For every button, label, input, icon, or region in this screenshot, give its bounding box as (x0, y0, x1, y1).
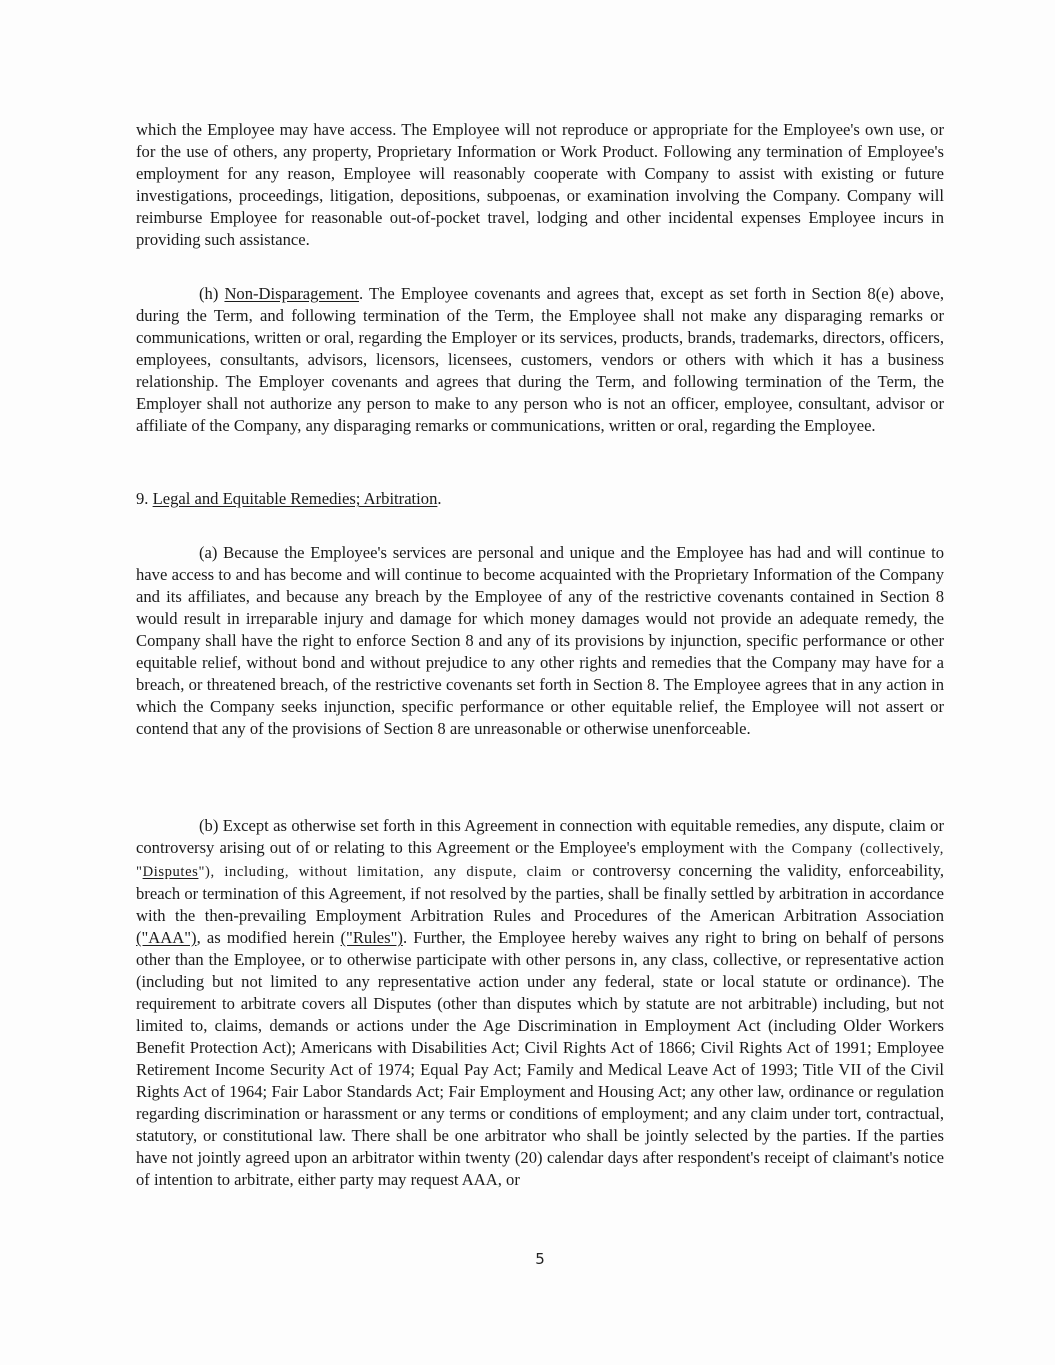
page-number: 5 (535, 1250, 545, 1268)
non-disparagement-heading: Non-Disparagement (224, 284, 360, 303)
paragraph-b-part6: . Further, the Employee hereby waives any right to bring on behalf of persons other than the Employee, or to otherwise participate with other persons in, any class, collective, or representative action (including but not limited to any representative action under any federal, state or local statute or ordinance). The requirement to arbitrate covers all Disputes (other than disputes which by statute are not arbitrable) including, but not limited to, claims, demands or actions under the Age Discrimination in Employment Act (including Older Workers Benefit Protection Act); Americans with Disabilities Act; Civil Rights Act of 1866; Civil Rights Act of 1991; Employee Retirement Income Security Act of 1974; Equal Pay Act; Family and Medical Leave Act of 1993; Title VII of the Civil Rights Act of 1964; Fair Labor Standards Act; Fair Employment and Housing Act; any other law, ordinance or regulation regarding discrimination or harassment or any terms or conditions of employment; and any claim under tort, contractual, statutory, or constitutional law. There shall be one arbitrator who shall be jointly selected by the parties. If the parties have not jointly agreed upon an arbitrator within twenty (20) calendar days after respondent's receipt of claimant's notice of intention to arbitrate, either party may request AAA, or (136, 928, 944, 1189)
section-9-end: . (437, 489, 442, 508)
paragraph-h-non-disparagement (136, 283, 944, 437)
aaa-term: ("AAA") (136, 928, 197, 947)
paragraph-b-part5: , as modified herein (196, 928, 341, 947)
paragraph-h-text: . The Employee covenants and agrees that, except as set forth in Section 8(e) above, during the Term, and following termination of the Term, the Employee shall not make any disparaging remarks or communications, written or oral, regarding the Employer or its services, products, brands, trademarks, directors, officers, employees, consultants, advisors, licensors, licensees, customers, vendors or others with which it has a business relationship. The Employer covenants and agrees that during the Term, and following termination of the Term, the Employer shall not authorize any person to make to any person who is not an officer, employee, consultant, advisor or affiliate of the Company, any disparaging remarks or communications, written or oral, regarding the Employee. (136, 284, 944, 435)
rules-term: ("Rules") (340, 928, 403, 947)
paragraph-b-part4: controversy concerning the validity, enforceability, breach or termination of this Agreement, if not resolved by the parties, shall be finally settled by arbitration in accordance with the then-prevailing Employment Arbitration Rules and Procedures of the American Arbitration Association (136, 861, 944, 925)
paragraph-b-part2: with the Company (collectively, " (136, 841, 944, 880)
paragraph-h-prefix: (h) (199, 284, 225, 303)
disputes-term: Disputes (142, 864, 199, 880)
paragraph-b (136, 815, 944, 1191)
paragraph-b-part3: "), including, without limitation, any dispute, claim or (198, 864, 585, 880)
paragraph-intro: which the Employee may have access. The Employee will not reproduce or appropriate for the Employee's own use, or for the use of others, any property, Proprietary Information or Work Product. Following any termination of Employee's employment for any reason, Employee will reasonably cooperate with Company to assist with existing or future investigations, proceedings, litigation, depositions, subpoenas, or examination involving the Company. Company will reimburse Employee for reasonable out-of-pocket travel, lodging and other incidental expenses Employee incurs in providing such assistance. (136, 120, 944, 249)
paragraph-b-part1: (b) Except as otherwise set forth in this Agreement in connection with equitable remedies, any dispute, claim or controversy arising out of or relating to this Agreement or the Employee's employment (136, 816, 944, 857)
paragraph-a: (a) Because the Employee's services are personal and unique and the Employee has had and will continue to have access to and has become and will continue to become acquainted with the Proprietary Information of the Company and its affiliates, and because any breach by the Employee of any of the restrictive covenants contained in Section 8 would result in irreparable injury and damage for which money damages would not provide an adequate remedy, the Company shall have the right to enforce Section 8 and any of its provisions by injunction, specific performance or other equitable relief, without bond and without prejudice to any other rights and remedies that the Company may have for a breach, or threatened breach, of the restrictive covenants set forth in Section 8. The Employee agrees that in any action in which the Company seeks injunction, specific performance or other equitable relief, the Employee will not assert or contend that any of the provisions of Section 8 are unreasonable or otherwise unenforceable. (136, 543, 944, 738)
section-9-heading (136, 488, 944, 510)
section-9-number: 9. (136, 489, 153, 508)
section-9-title: Legal and Equitable Remedies; Arbitration (152, 489, 438, 508)
